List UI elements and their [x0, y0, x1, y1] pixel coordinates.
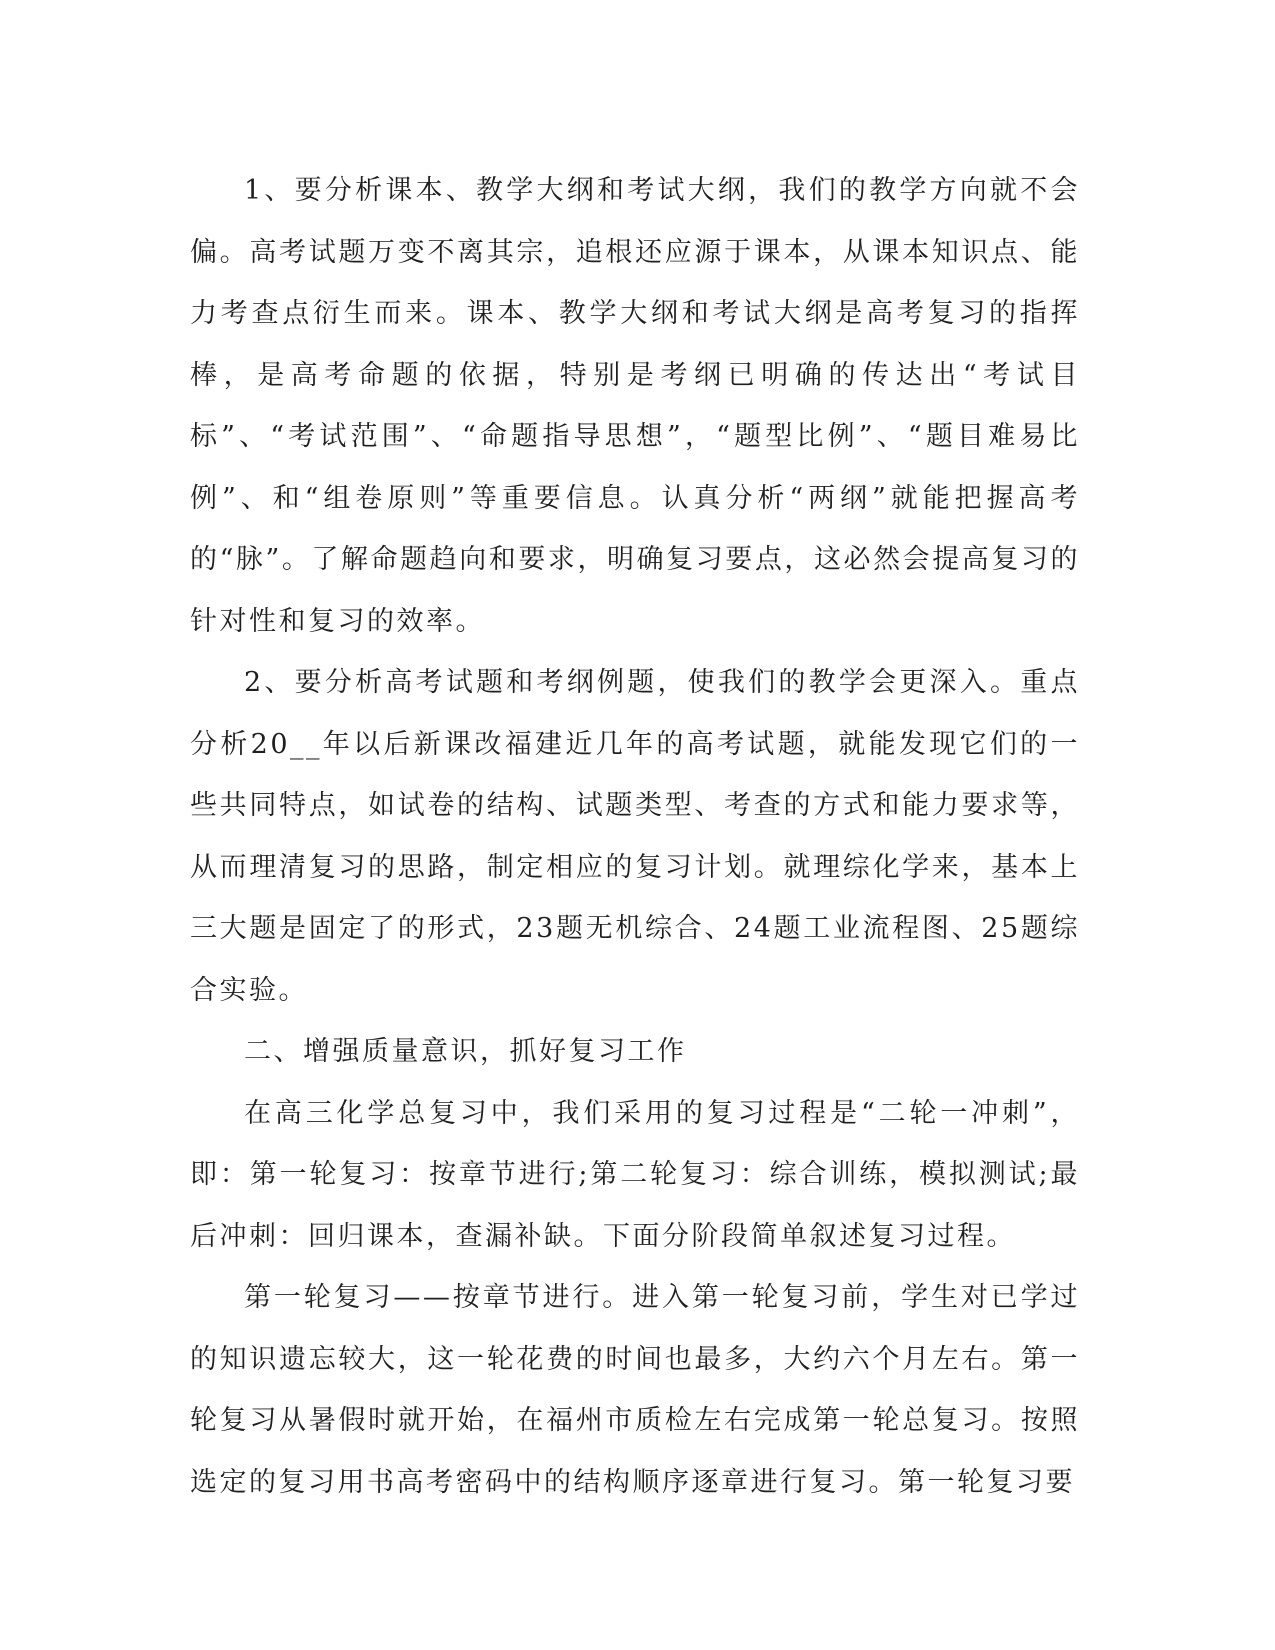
paragraph-first-round-review: 第一轮复习——按章节进行。进入第一轮复习前，学生对已学过的知识遗忘较大，这一轮花费的时间也最多，大约六个月左右。第一轮复习从暑假时就开始，在福州市质检左右完成第一轮总复习。按照选定的复习用书高考密码中的结构顺序逐章进行复习。第一轮复习要: [190, 1282, 1080, 1498]
paragraph-analyze-syllabus: 1、要分析课本、教学大纲和考试大纲，我们的教学方向就不会偏。高考试题万变不离其宗，追根还应源于课本，从课本知识点、能力考查点衍生而来。课本、教学大纲和考试大纲是高考复习的指挥棒，是高考命题的依据，特别是考纲已明确的传达出“考试目标”、“考试范围”、“命题指导思想”，“题型比例”、“题目难易比例”、和“组卷原则”等重要信息。认真分析“两纲”就能把握高考的“脉”。了解命题趋向和要求，明确复习要点，这必然会提高复习的针对性和复习的效率。: [190, 175, 1080, 637]
paragraph-analyze-exam-questions: 2、要分析高考试题和考纲例题，使我们的教学会更深入。重点分析20__年以后新课改福建近几年的高考试题，就能发现它们的一些共同特点，如试卷的结构、试题类型、考查的方式和能力要求等，从而理清复习的思路，制定相应的复习计划。就理综化学来，基本上三大题是固定了的形式，23题无机综合、24题工业流程图、25题综合实验。: [190, 667, 1080, 1006]
section-heading-quality: 二、增强质量意识，抓好复习工作: [244, 1036, 687, 1067]
document-body: [190, 160, 1080, 1513]
paragraph-review-process: 在高三化学总复习中，我们采用的复习过程是“二轮一冲刺”，即：第一轮复习：按章节进行;第二轮复习：综合训练，模拟测试;最后冲刺：回归课本，查漏补缺。下面分阶段简单叙述复习过程。: [190, 1097, 1080, 1252]
